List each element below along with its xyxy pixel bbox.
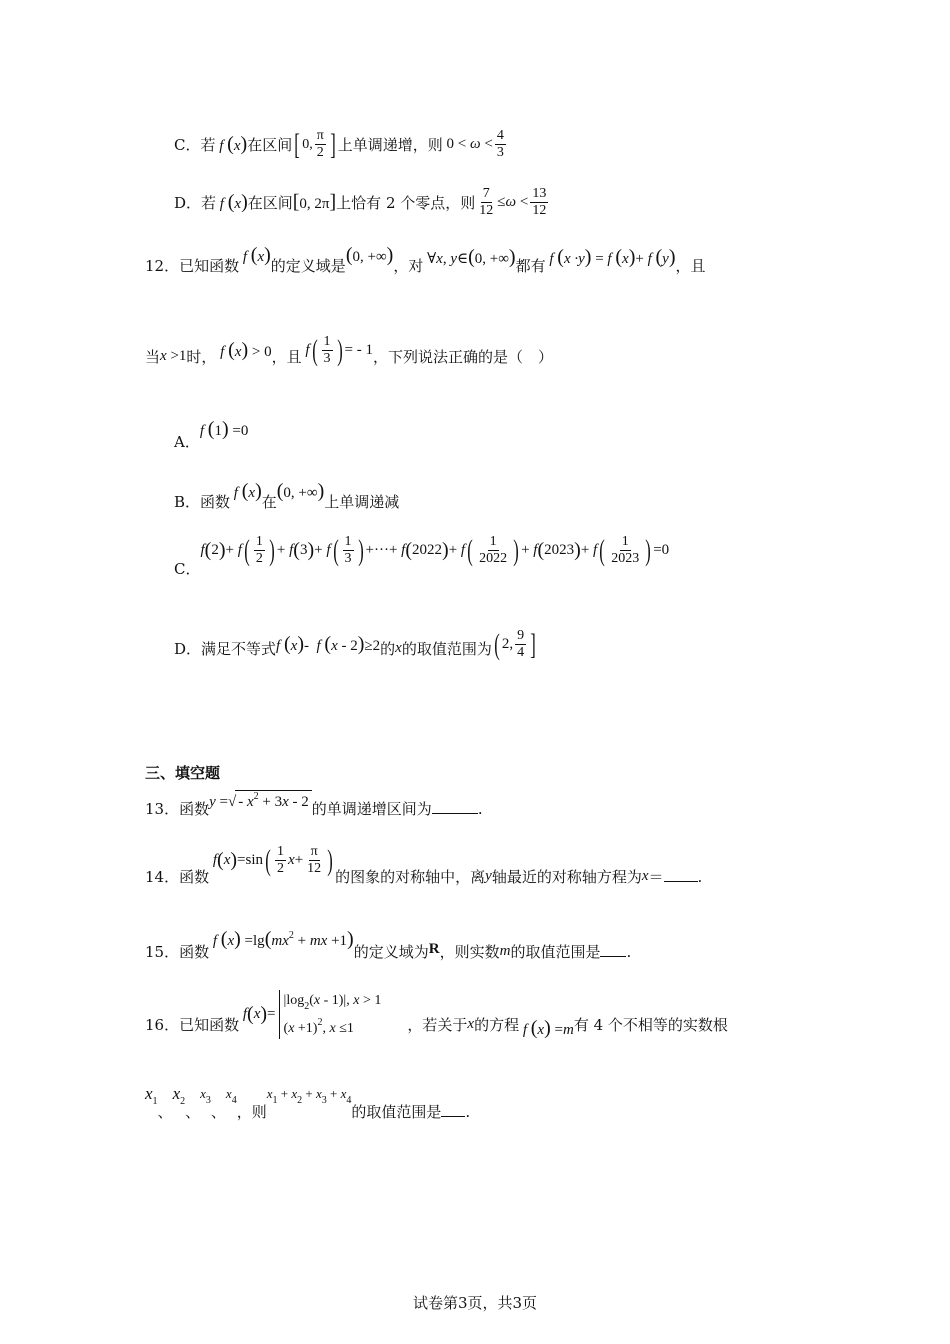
text: 上恰有 2 个零点，则 xyxy=(336,194,476,213)
text: 的取值范围是 xyxy=(510,943,601,961)
text: 函数 xyxy=(200,493,231,511)
answer-blank[interactable] xyxy=(432,799,478,814)
math-piecewise-function: f ( x ) = $|\log_2(x - 1)|$, x > 1 $(x +1)^2$, x ≤1 xyxy=(239,990,381,1039)
text: 的定义域为 xyxy=(353,943,429,961)
math-x-gt-1: x >1 xyxy=(160,348,187,365)
math-sum-expression: f ( 2 ) + f ( $\frac{1}{2}$ ) + f ( 3 ) + f ( $\frac{1}{3}$ ) +···+ f ( 2022 ) + f ( $\frac{1}{2022}$ ) + f ( 2023 ) + f ( $\frac{1}{2023}$ ) =0 xyxy=(200,533,670,567)
page-footer: 试卷第3页，共3页 xyxy=(412,1294,538,1312)
q16-line2 xyxy=(145,1084,471,1121)
q13 xyxy=(145,790,483,818)
fraction-pi-2: $\frac{\pi}{2}$ xyxy=(316,128,324,161)
text: 的图象的对称轴中，离 xyxy=(335,868,486,887)
math-m: m xyxy=(499,943,511,959)
text: ，则实数 xyxy=(439,943,500,961)
option-label: D． xyxy=(174,194,202,213)
text: . xyxy=(626,942,632,961)
q12-option-a xyxy=(174,418,249,451)
math-domain: (0, +∞) xyxy=(276,480,325,502)
math-interval: [0, 2π] xyxy=(292,191,337,214)
math-sum-roots: $x_1 + x_2 + x_3 + x_4$ xyxy=(266,1085,352,1106)
math-R: R xyxy=(428,941,440,957)
q11-option-d xyxy=(174,186,550,219)
text: . xyxy=(477,799,483,818)
question-number: 14． xyxy=(145,868,180,887)
q12-option-c xyxy=(174,533,670,579)
text: 若 xyxy=(201,194,217,213)
option-label: D． xyxy=(174,640,202,659)
text: ，且 xyxy=(675,257,706,275)
text: 在区间 xyxy=(247,194,293,213)
math-log-function: f $(x) =\lg(mx^2$ + mx +1) xyxy=(209,928,354,950)
math-y: y xyxy=(485,868,492,885)
math-x4: $x_4$ xyxy=(225,1085,237,1106)
text: ，对 xyxy=(393,257,424,275)
math-fx: f (x) xyxy=(215,133,248,156)
math-x: x xyxy=(467,1016,475,1033)
math-zero: 0, xyxy=(302,136,313,152)
text: 的单调递增区间为 xyxy=(311,800,432,818)
text: 的定义域是 xyxy=(270,257,346,275)
q12-option-b xyxy=(174,480,400,511)
math-fx-eq-m: f (x) =m xyxy=(519,1017,574,1040)
text: 在区间 xyxy=(247,136,293,155)
q12-option-d xyxy=(174,628,538,661)
text: ，则 xyxy=(236,1103,267,1121)
fraction-9-4: $\frac{9}{4}$ xyxy=(517,628,525,661)
text: ，若关于 xyxy=(407,1016,468,1035)
text: 轴最近的对称轴方程为 xyxy=(491,868,642,887)
option-label: A． xyxy=(174,433,200,451)
text: 已知函数 xyxy=(179,1016,240,1035)
section-title: 三、填空题 xyxy=(145,764,221,782)
q12-stem-line1 xyxy=(145,244,706,277)
math-two: 2, xyxy=(501,636,514,653)
text: 、 xyxy=(185,1103,201,1121)
text: 函数 xyxy=(179,868,210,887)
question-number: 13． xyxy=(145,800,180,818)
text: 函数 xyxy=(179,943,210,961)
text: 满足不等式 xyxy=(201,640,277,659)
paren-left: ( xyxy=(494,627,500,661)
math-ineq: 0 < ω < xyxy=(446,136,493,153)
math-x2: $x_2$ xyxy=(172,1084,186,1107)
q14 xyxy=(145,843,703,887)
bracket-right: ] xyxy=(330,127,336,161)
math-x: x xyxy=(641,868,649,885)
fraction-4-3: $\frac{4}{3}$ xyxy=(496,128,504,161)
q15 xyxy=(145,928,632,961)
option-label: C． xyxy=(174,560,201,579)
text: 有 4 个不相等的实数根 xyxy=(573,1016,728,1035)
math-x1: $x_1$ xyxy=(145,1084,158,1107)
text: 、 xyxy=(157,1103,173,1121)
text: ，下列说法正确的是（ ） xyxy=(372,348,553,367)
text: 若 xyxy=(200,136,216,155)
math-fx: f (x) xyxy=(239,244,271,266)
math-domain: (0, +∞) xyxy=(345,244,394,266)
text: 都有 xyxy=(515,257,546,275)
paren-left: ( xyxy=(311,333,318,367)
math-inequality: f (x)- f (x - 2)≥2 xyxy=(276,633,381,656)
question-number: 16． xyxy=(145,1016,180,1035)
text: . xyxy=(697,867,703,886)
math-sine-function: f ( x ) =sin ( $\frac{1}{2}$ x + $\frac{\pi}{12}$ ) xyxy=(209,843,333,877)
text: 的取值范围是 xyxy=(351,1103,442,1121)
question-number: 15． xyxy=(145,943,180,961)
text: 的 xyxy=(380,640,396,659)
answer-blank[interactable] xyxy=(441,1102,465,1117)
math-x: x xyxy=(395,640,402,657)
text: 上单调递增，则 xyxy=(337,136,443,155)
text: ＝ xyxy=(648,870,664,887)
text: 在 xyxy=(261,493,277,511)
math-eq-neg1: = - 1 xyxy=(344,342,373,359)
text: 、 xyxy=(210,1103,226,1121)
math-fx-gt-0: f (x) > 0 xyxy=(216,339,272,362)
bracket-left: [ xyxy=(294,127,300,161)
text: 当 xyxy=(145,348,161,367)
math-fx: f (x) xyxy=(216,191,248,214)
text: . xyxy=(465,1102,471,1121)
text: 的方程 xyxy=(474,1016,520,1035)
math-f1-eq-0: f (1) =0 xyxy=(199,418,249,440)
question-number: 12． xyxy=(145,257,180,275)
fraction-13-12: $\frac{13}{12}$ xyxy=(532,186,547,219)
text: 的取值范围为 xyxy=(401,640,492,659)
math-ineq: ≤ω < xyxy=(497,194,529,211)
math-x3: $x_3$ xyxy=(200,1085,211,1106)
text: 时， xyxy=(186,348,217,367)
text: 上单调递减 xyxy=(324,493,400,511)
paren-right: ) xyxy=(336,333,343,367)
text: 函数 xyxy=(179,800,210,818)
math-f-third: f xyxy=(301,342,310,359)
bracket-right: ] xyxy=(530,627,536,661)
fraction-7-12: $\frac{7}{12}$ xyxy=(479,186,494,219)
answer-blank[interactable] xyxy=(664,867,698,882)
math-fx: f (x) xyxy=(230,480,262,502)
option-label: B． xyxy=(174,493,201,511)
text: 已知函数 xyxy=(179,257,240,275)
math-forall: ∀x, y∈(0, +∞) xyxy=(423,246,516,268)
math-sqrt-function: y =√ - $x^2 + 3x - 2$ xyxy=(209,790,312,811)
option-label: C． xyxy=(174,136,201,155)
math-functional-eq: f (x ·y) = f (x)+ f (y) xyxy=(545,246,676,268)
q16-line1 xyxy=(145,990,728,1039)
q12-stem-line2 xyxy=(145,333,553,373)
fraction-1-3: $\frac{1}{3}$ xyxy=(323,334,331,367)
q11-option-c xyxy=(174,128,508,161)
text: ，且 xyxy=(271,348,302,367)
answer-blank[interactable] xyxy=(600,942,626,957)
